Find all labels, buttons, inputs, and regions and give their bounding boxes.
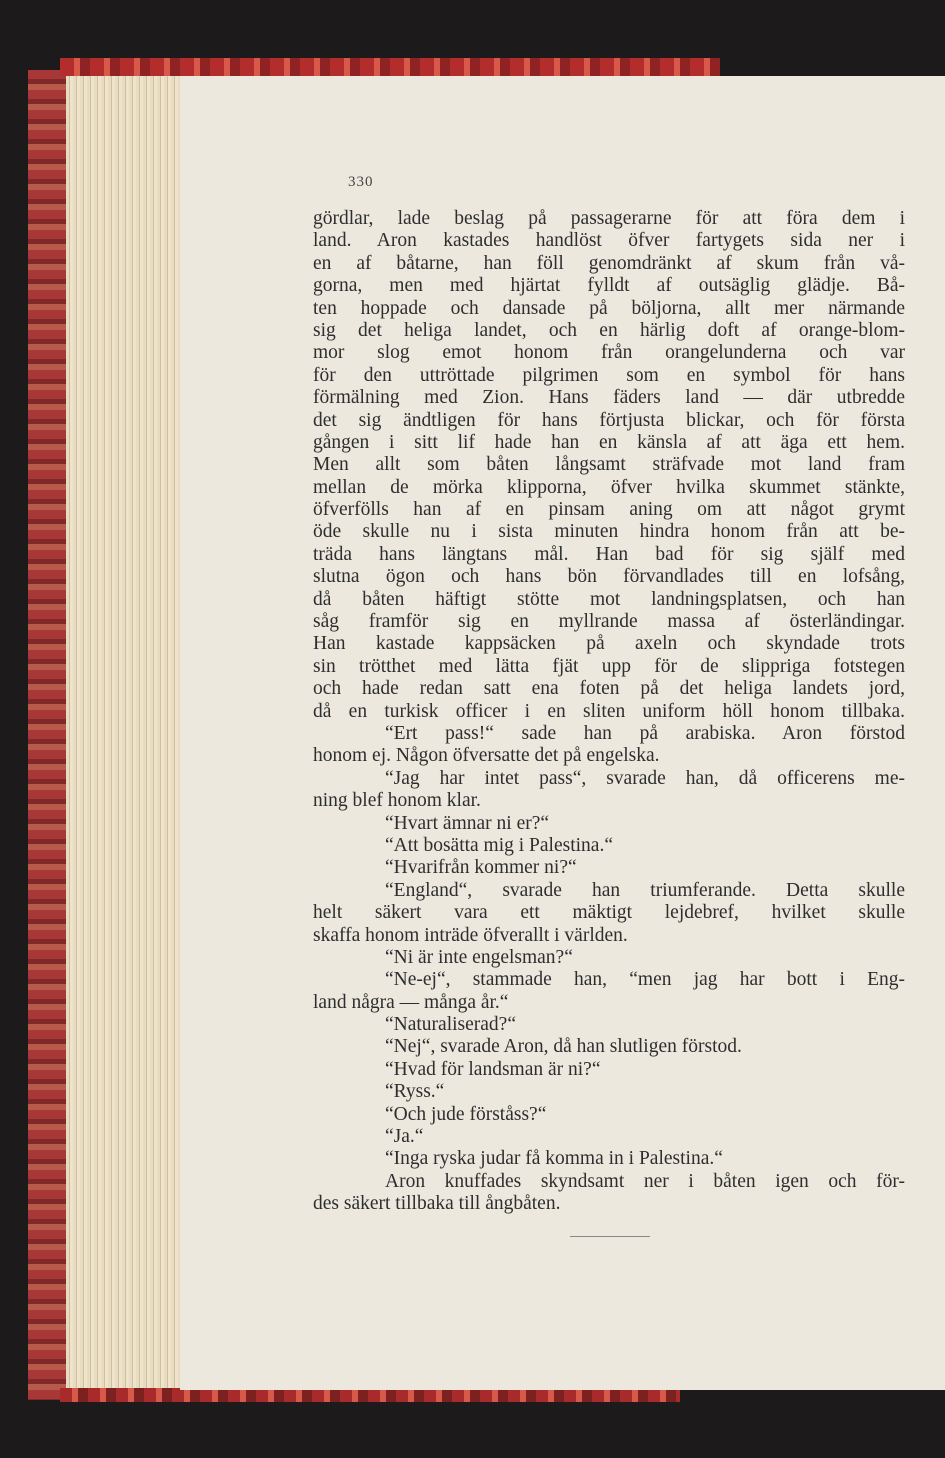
text-line: mellan de mörka klipporna, öfver hvilka skummet stänkte,: [313, 476, 905, 498]
text-line: sin trötthet med lätta fjät upp för de slippriga fotstegen: [313, 655, 905, 677]
text-line: gången i sitt lif hade han en känsla af att äga ett hem.: [313, 431, 905, 453]
text-line: “Att bosätta mig i Palestina.“: [385, 834, 613, 856]
text-line: ning blef honom klar.: [313, 790, 481, 812]
text-line: såg framför sig en myllrande massa af österländingar.: [313, 611, 905, 633]
text-line: “Hvad för landsman är ni?“: [385, 1058, 601, 1080]
text-line: gördlar, lade beslag på passagerarne för att föra dem i: [313, 208, 905, 229]
text-line: mor slog emot honom från orangelunderna och var: [313, 342, 905, 364]
text-line: “Naturaliserad?“: [385, 1014, 516, 1036]
text-line: “Jag har intet pass“, svarade han, då officerens me-: [385, 767, 905, 789]
text-line: gorna, men med hjärtat fylldt af outsäglig glädje. Bå-: [313, 275, 905, 297]
text-line: träda hans längtans mål. Han bad för sig själf med: [313, 543, 905, 565]
book-binding: [28, 70, 70, 1400]
text-line: “England“, svarade han triumferande. Detta skulle: [385, 879, 905, 901]
red-page-edge-top: [60, 58, 720, 76]
text-line: land några — många år.“: [313, 991, 509, 1013]
page-edges: [66, 76, 182, 1390]
text-line: skaffa honom inträde öfverallt i världen.: [313, 924, 628, 946]
red-page-edge-bottom: [60, 1388, 680, 1402]
text-line: “Hvarifrån kommer ni?“: [385, 857, 577, 879]
text-line: och hade redan satt ena foten på det heliga landets jord,: [313, 678, 905, 700]
text-line: “Nej“, svarade Aron, då han slutligen förstod.: [385, 1036, 742, 1058]
end-rule: [570, 1236, 650, 1237]
text-line: öde skulle nu i sista minuten hindra honom från att be-: [313, 521, 905, 543]
text-line: “Ryss.“: [385, 1081, 445, 1103]
body-text: [313, 208, 905, 1216]
text-line: “Inga ryska judar få komma in i Palestina.“: [385, 1148, 723, 1170]
text-line: ten hoppade och dansade på böljorna, allt mer närmande: [313, 297, 905, 319]
page-number: 330: [348, 174, 374, 190]
text-line: “Och jude förståss?“: [385, 1103, 547, 1125]
text-line: “Ni är inte engelsman?“: [385, 946, 573, 968]
text-line: öfverfölls han af en pinsam aning om att något grymt: [313, 499, 905, 521]
text-line: “Ja.“: [385, 1126, 424, 1148]
text-line: sig det heliga landet, och en härlig doft af orange-blom-: [313, 319, 905, 341]
text-line: Men allt som båten långsamt sträfvade mot land fram: [313, 454, 905, 476]
text-line: då en turkisk officer i en sliten uniform höll honom tillbaka.: [313, 700, 905, 722]
text-line: honom ej. Någon öfversatte det på engelska.: [313, 745, 660, 767]
text-line: Han kastade kappsäcken på axeln och skyndade trots: [313, 633, 905, 655]
text-line: förmälning med Zion. Hans fäders land — där utbredde: [313, 387, 905, 409]
text-line: Aron knuffades skyndsamt ner i båten igen och för-: [385, 1170, 905, 1192]
text-line: des säkert tillbaka till ångbåten.: [313, 1193, 561, 1215]
text-line: för den uttröttade pilgrimen som en symbol för hans: [313, 364, 905, 386]
text-line: slutna ögon och hans bön förvandlades till en lofsång,: [313, 566, 905, 588]
text-line: helt säkert vara ett mäktigt lejdebref, hvilket skulle: [313, 902, 905, 924]
text-line: då båten häftigt stötte mot landningsplatsen, och han: [313, 588, 905, 610]
text-line: det sig ändtligen för hans förtjusta blickar, och för första: [313, 409, 905, 431]
text-line: “Ert pass!“ sade han på arabiska. Aron förstod: [385, 722, 905, 744]
text-line: “Ne-ej“, stammade han, “men jag har bott i Eng-: [385, 969, 905, 991]
text-line: en af båtarne, han föll genomdränkt af skum från vå-: [313, 252, 905, 274]
text-line: land. Aron kastades handlöst öfver fartygets sida ner i: [313, 230, 905, 252]
text-line: “Hvart ämnar ni er?“: [385, 812, 550, 834]
